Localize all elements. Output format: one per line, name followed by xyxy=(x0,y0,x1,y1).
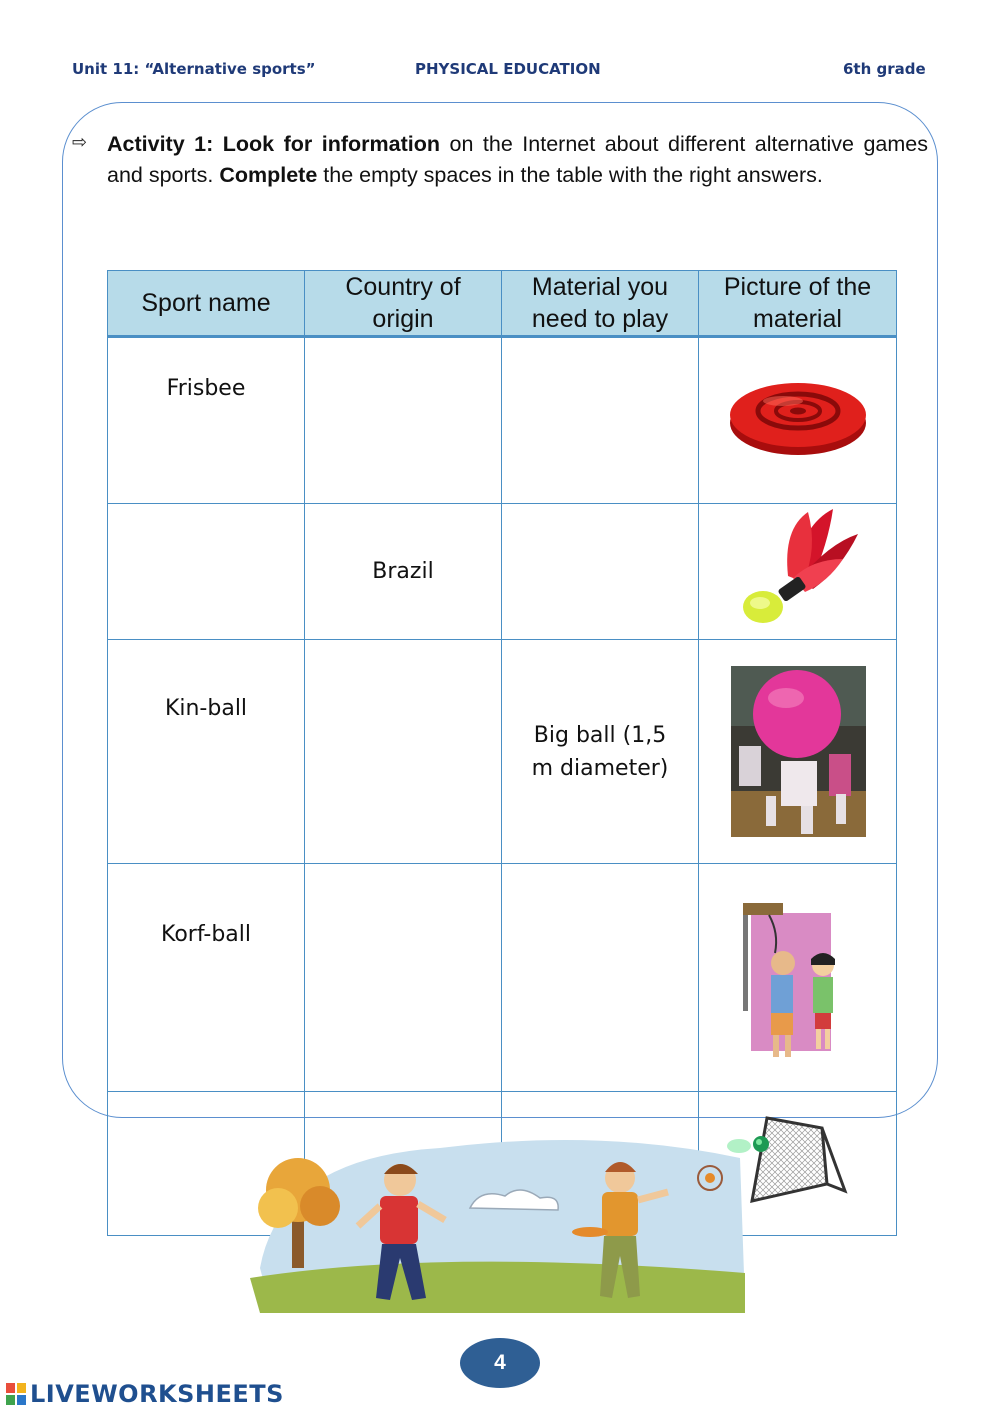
activity-bold-2: Complete xyxy=(219,163,318,187)
cell-country[interactable] xyxy=(305,864,502,1092)
header-picture: Picture of the material xyxy=(699,271,897,337)
frisbee-image xyxy=(699,337,897,504)
page-number-badge: 4 xyxy=(460,1338,540,1388)
subject-title: PHYSICAL EDUCATION xyxy=(415,60,601,78)
sports-table xyxy=(107,270,897,1236)
activity-text-1: on the Internet about different alternative games and sports. xyxy=(107,132,928,187)
cell-sport: Frisbee xyxy=(108,337,305,504)
grade-label: 6th grade xyxy=(843,60,926,78)
activity-instructions xyxy=(107,129,928,191)
table-header-row xyxy=(108,271,897,337)
shuttlecock-icon xyxy=(733,504,863,629)
activity-lead: Activity 1: Look for information xyxy=(107,132,441,156)
table-row xyxy=(108,504,897,640)
kin-ball-photo xyxy=(699,640,897,864)
liveworksheets-logo xyxy=(6,1380,284,1408)
cell-country[interactable] xyxy=(305,337,502,504)
unit-title: Unit 11: “Alternative sports” xyxy=(72,60,316,78)
cell-country[interactable] xyxy=(305,640,502,864)
cell-sport: Korf-ball xyxy=(108,864,305,1092)
frisbee-icon xyxy=(723,371,873,461)
table-row xyxy=(108,864,897,1092)
cell-material[interactable] xyxy=(502,337,699,504)
korfball-cartoon xyxy=(699,864,897,1092)
header-country: Country of origin xyxy=(305,271,502,337)
header-sport-name: Sport name xyxy=(108,271,305,337)
cell-material: Big ball (1,5 m diameter) xyxy=(502,640,699,864)
arrow-right-icon: ⇨ xyxy=(72,132,88,153)
logo-text: LIVEWORKSHEETS xyxy=(30,1380,284,1408)
table-row xyxy=(108,337,897,504)
cell-sport[interactable] xyxy=(108,504,305,640)
cell-country: Brazil xyxy=(305,504,502,640)
kin-ball-icon xyxy=(731,666,866,837)
frisbee-players-illustration xyxy=(240,1128,760,1318)
indiaca-shuttlecock-image xyxy=(699,504,897,640)
cell-sport: Kin-ball xyxy=(108,640,305,864)
cell-material[interactable] xyxy=(502,864,699,1092)
table-row xyxy=(108,640,897,864)
logo-blocks-icon xyxy=(6,1383,26,1405)
cell-material[interactable] xyxy=(502,504,699,640)
header-material: Material you need to play xyxy=(502,271,699,337)
activity-text-2: the empty spaces in the table with the right answers. xyxy=(317,163,823,187)
korfball-icon xyxy=(739,893,859,1063)
